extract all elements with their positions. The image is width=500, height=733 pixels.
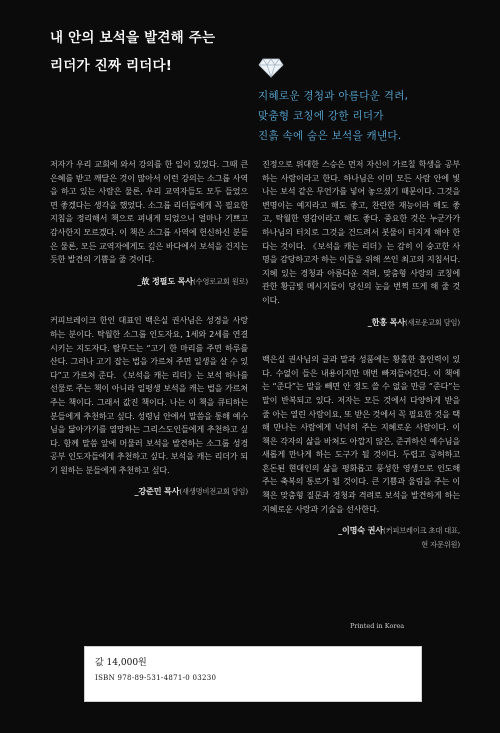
price-label: 값 14,000원 xyxy=(95,658,147,668)
endorsements-left-column xyxy=(50,158,248,499)
endorsement-text: 커피브레이크 한인 대표인 백은실 권사님은 성경을 사랑하는 분이다. 탁월한 소그룹 인도자요, 1세와 2세를 연결시키는 지도자다. 탈무드는 “고기 한 마리를 주면 하루를 산다. 그러나 고기 잡는 법을 가르쳐 주면 일생을 살 수 있다”고 가르쳐 준다. 《보석을 캐는 리더》는 보석 하나를 선물로 주는 책이 아니라 일평생 보석을 캐는 법을 가르쳐 주는 책이다. 그래서 값진 책이다. 나는 이 책을 큐티하는 분들에게 추천하고 싶다. 성령님 안에서 말씀을 통해 예수님을 닮아가기를 열망하는 그리스도인들에게 추천하고 싶다. 함께 말씀 앞에 머물러 보석을 발견하는 소그룹 성경 공부 인도자들에게 추천하고 싶다. 보석을 캐는 리더가 되기 원하는 분들에게 추천하고 싶다. xyxy=(50,315,248,475)
endorser-name: _강준민 목사 xyxy=(134,486,180,497)
isbn-label: ISBN 978-89-531-4871-0 03230 xyxy=(95,674,217,682)
endorsement-attribution xyxy=(262,524,460,551)
diamond-icon xyxy=(258,58,284,78)
barcode-box xyxy=(84,646,422,702)
endorser-role-continued: 현 자문위원) xyxy=(421,539,460,549)
endorsement-text: 저자가 우리 교회에 와서 강의를 한 일이 있었다. 그때 큰 은혜를 받고 깨달은 것이 많아서 이런 강의는 소그룹 사역을 하고 있는 사람은 물론, 우리 교역자들도 모두 들었으면 좋겠다는 생각을 했었다. 소그룹 리더들에게 꼭 필요한 지침을 정리해서 책으로 펴내게 되었으니 얼마나 기쁘고 감사한지 모르겠다. 이 책은 소그룹 사역에 헌신하신 분들은 물론, 모든 교역자에게도 깊은 바다에서 보석을 건지는 듯한 발견의 기쁨을 줄 것이다. xyxy=(50,159,248,265)
endorser-name: _故 정필도 목사 xyxy=(137,275,193,286)
endorsement-attribution xyxy=(262,316,460,330)
endorser-role: (커피브레이크 초대 대표, xyxy=(383,526,460,536)
endorser-role: (새로운교회 담임) xyxy=(405,317,460,327)
endorser-name: _이명숙 권사 xyxy=(338,525,383,536)
endorser-role: (수영로교회 원로) xyxy=(193,276,248,286)
endorser-role: (새생명비전교회 담임) xyxy=(179,487,248,497)
headline-line-2: 리더가 진짜 리더다! xyxy=(50,58,173,74)
tagline xyxy=(258,86,458,146)
endorsement-text: 진정으로 위대한 스승은 먼저 자신이 가르칠 학생을 공부하는 사람이라고 한다. 하나님은 이미 모든 사람 안에 빛나는 보석 같은 무언가를 넣어 놓으셨기 때문이다. 그것을 변명이는 예지라고 해도 좋고, 찬란한 재능이라 해도 좋고, 탁월한 영감이라고 해도 좋다. 중요한 것은 누군가가 하나님의 터치로 그것을 건드려서 봇물이 터지게 해야 한다는 것이다. 《보석을 캐는 리더》는 감히 이 숭고한 사명을 감당하고자 하는 이들을 위해 쓰인 최고의 지침서다. 지혜 있는 경청과 아름다운 격려, 맞춤형 사랑의 코칭에 관한 황금빛 메시지들이 당신의 눈을 번쩍 뜨게 해 줄 것이다. xyxy=(262,159,460,305)
endorsements-right-column xyxy=(262,158,460,551)
headline-line-1: 내 안의 보석을 발견해 주는 xyxy=(50,30,216,46)
endorsement-attribution xyxy=(50,275,248,289)
tagline-line-3: 진흙 속에 숨은 보석을 캐낸다. xyxy=(258,130,402,142)
tagline-line-2: 맞춤형 코칭에 강한 리더가 xyxy=(258,110,384,122)
endorsement-attribution xyxy=(50,485,248,499)
printed-in-korea: Printed in Korea xyxy=(350,622,405,630)
endorser-name: _한홍 목사 xyxy=(367,316,405,327)
endorsement-text: 백은실 권사님의 글과 말과 성품에는 황홀한 흡인력이 있다. 수없이 들은 내용이지만 매번 빠져들어간다. 이 책에는 “준다”는 말을 빼면 안 정도 쓸 수 없을 만큼 “준다”는 말이 반복되고 있다. 저자는 모든 것에서 다양하게 받을 줄 아는 열린 사람이요, 또 받은 것에서 꼭 필요한 것을 택해 만나는 사람에게 넉넉히 주는 지혜로운 사람이다. 이 책은 각자의 삶을 바쳐도 아깝지 않은, 준귀하신 예수님을 새롭게 만나게 하는 도구가 될 것이다. 두렵고 공허하고 혼돈된 현대인의 삶을 평화롭고 풍성한 영생으로 인도해 주는 축복의 통로가 될 것이다. 큰 기쁨과 울림을 주는 이 책은 맞춤형 질문과 경청과 격려로 보석을 발견하게 하는 지혜로운 사랑과 기술을 선사한다. xyxy=(262,354,460,514)
tagline-line-1: 지혜로운 경청과 아름다운 격려, xyxy=(258,90,409,102)
